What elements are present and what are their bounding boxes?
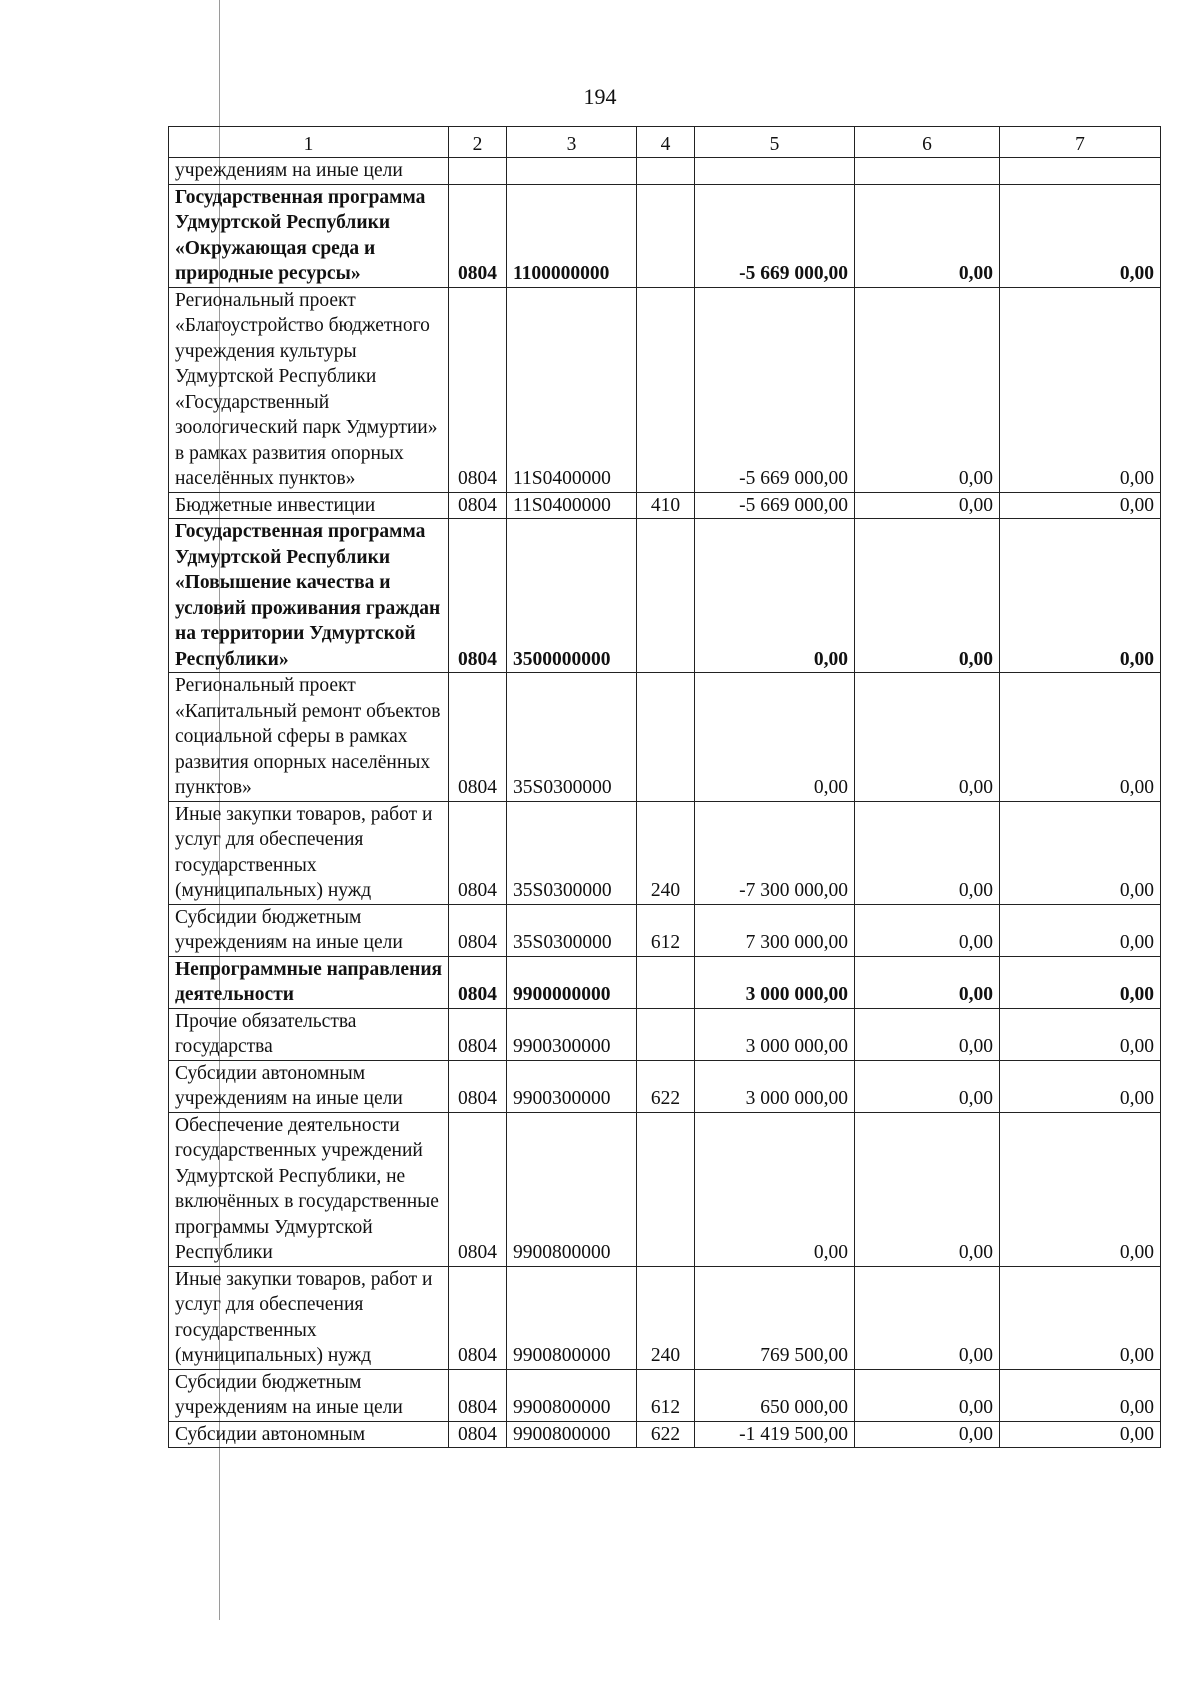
table-body bbox=[169, 158, 1161, 1448]
column-header: 3 bbox=[507, 127, 637, 158]
table-row bbox=[169, 492, 1161, 519]
amount-col7-cell: 0,00 bbox=[1000, 673, 1161, 802]
amount-col6-cell: 0,00 bbox=[855, 184, 1000, 287]
section-code-cell: 0804 bbox=[449, 492, 507, 519]
expense-type-cell bbox=[637, 1112, 695, 1266]
table-header-row bbox=[169, 127, 1161, 158]
column-header: 4 bbox=[637, 127, 695, 158]
target-article-cell: 3500000000 bbox=[507, 519, 637, 673]
column-header: 5 bbox=[695, 127, 855, 158]
table-row bbox=[169, 673, 1161, 802]
row-name-cell: Обеспечение деятельности государственных учреждений Удмуртской Республики, не включённых в государственные программы Удмуртской Республики bbox=[169, 1112, 449, 1266]
amount-col5-cell: 0,00 bbox=[695, 1112, 855, 1266]
amount-col5-cell: 7 300 000,00 bbox=[695, 904, 855, 956]
target-article-cell: 35S0300000 bbox=[507, 673, 637, 802]
section-code-cell: 0804 bbox=[449, 956, 507, 1008]
amount-col7-cell: 0,00 bbox=[1000, 519, 1161, 673]
amount-col7-cell: 0,00 bbox=[1000, 1266, 1161, 1369]
amount-col6-cell: 0,00 bbox=[855, 956, 1000, 1008]
row-name-cell: Региональный проект «Капитальный ремонт объектов социальной сферы в рамках развития опорных населённых пунктов» bbox=[169, 673, 449, 802]
section-code-cell: 0804 bbox=[449, 519, 507, 673]
section-code-cell: 0804 bbox=[449, 1421, 507, 1448]
row-name-cell: Непрограммные направления деятельности bbox=[169, 956, 449, 1008]
amount-col7-cell: 0,00 bbox=[1000, 1008, 1161, 1060]
section-code-cell: 0804 bbox=[449, 184, 507, 287]
table-row bbox=[169, 1421, 1161, 1448]
amount-col7-cell: 0,00 bbox=[1000, 1060, 1161, 1112]
amount-col5-cell: -5 669 000,00 bbox=[695, 287, 855, 492]
amount-col6-cell: 0,00 bbox=[855, 1369, 1000, 1421]
amount-col7-cell: 0,00 bbox=[1000, 956, 1161, 1008]
target-article-cell: 35S0300000 bbox=[507, 904, 637, 956]
amount-col6-cell bbox=[855, 158, 1000, 185]
budget-table bbox=[168, 126, 1161, 1448]
amount-col7-cell: 0,00 bbox=[1000, 492, 1161, 519]
expense-type-cell: 622 bbox=[637, 1060, 695, 1112]
target-article-cell: 9900300000 bbox=[507, 1060, 637, 1112]
amount-col5-cell: -5 669 000,00 bbox=[695, 492, 855, 519]
target-article-cell: 11S0400000 bbox=[507, 492, 637, 519]
amount-col5-cell: -5 669 000,00 bbox=[695, 184, 855, 287]
amount-col7-cell: 0,00 bbox=[1000, 1112, 1161, 1266]
row-name-cell: Бюджетные инвестиции bbox=[169, 492, 449, 519]
expense-type-cell bbox=[637, 1008, 695, 1060]
amount-col5-cell: 3 000 000,00 bbox=[695, 1060, 855, 1112]
amount-col5-cell: 0,00 bbox=[695, 519, 855, 673]
expense-type-cell: 612 bbox=[637, 1369, 695, 1421]
target-article-cell bbox=[507, 158, 637, 185]
row-name-cell: Субсидии автономным bbox=[169, 1421, 449, 1448]
expense-type-cell bbox=[637, 673, 695, 802]
amount-col7-cell: 0,00 bbox=[1000, 801, 1161, 904]
section-code-cell bbox=[449, 158, 507, 185]
amount-col6-cell: 0,00 bbox=[855, 904, 1000, 956]
expense-type-cell bbox=[637, 519, 695, 673]
row-name-cell: Иные закупки товаров, работ и услуг для обеспечения государственных (муниципальных) нужд bbox=[169, 801, 449, 904]
amount-col7-cell: 0,00 bbox=[1000, 287, 1161, 492]
section-code-cell: 0804 bbox=[449, 801, 507, 904]
target-article-cell: 9900800000 bbox=[507, 1112, 637, 1266]
expense-type-cell bbox=[637, 287, 695, 492]
table-row bbox=[169, 1112, 1161, 1266]
section-code-cell: 0804 bbox=[449, 904, 507, 956]
column-header: 2 bbox=[449, 127, 507, 158]
amount-col5-cell: 0,00 bbox=[695, 673, 855, 802]
row-name-cell: Государственная программа Удмуртской Республики «Повышение качества и условий проживания граждан на территории Удмуртской Республики» bbox=[169, 519, 449, 673]
expense-type-cell bbox=[637, 184, 695, 287]
amount-col6-cell: 0,00 bbox=[855, 1008, 1000, 1060]
column-header: 1 bbox=[169, 127, 449, 158]
expense-type-cell: 240 bbox=[637, 801, 695, 904]
amount-col6-cell: 0,00 bbox=[855, 1421, 1000, 1448]
expense-type-cell: 612 bbox=[637, 904, 695, 956]
row-name-cell: учреждениям на иные цели bbox=[169, 158, 449, 185]
expense-type-cell: 622 bbox=[637, 1421, 695, 1448]
target-article-cell: 9900000000 bbox=[507, 956, 637, 1008]
target-article-cell: 9900300000 bbox=[507, 1008, 637, 1060]
target-article-cell: 9900800000 bbox=[507, 1421, 637, 1448]
amount-col6-cell: 0,00 bbox=[855, 287, 1000, 492]
amount-col5-cell: -7 300 000,00 bbox=[695, 801, 855, 904]
amount-col6-cell: 0,00 bbox=[855, 801, 1000, 904]
section-code-cell: 0804 bbox=[449, 1008, 507, 1060]
amount-col7-cell: 0,00 bbox=[1000, 1369, 1161, 1421]
table-row bbox=[169, 1266, 1161, 1369]
row-name-cell: Иные закупки товаров, работ и услуг для обеспечения государственных (муниципальных) нужд bbox=[169, 1266, 449, 1369]
table-row bbox=[169, 1008, 1161, 1060]
amount-col7-cell: 0,00 bbox=[1000, 904, 1161, 956]
amount-col6-cell: 0,00 bbox=[855, 1060, 1000, 1112]
expense-type-cell bbox=[637, 158, 695, 185]
amount-col5-cell bbox=[695, 158, 855, 185]
amount-col6-cell: 0,00 bbox=[855, 519, 1000, 673]
expense-type-cell bbox=[637, 956, 695, 1008]
table-row bbox=[169, 519, 1161, 673]
target-article-cell: 35S0300000 bbox=[507, 801, 637, 904]
section-code-cell: 0804 bbox=[449, 1369, 507, 1421]
section-code-cell: 0804 bbox=[449, 287, 507, 492]
section-code-cell: 0804 bbox=[449, 1060, 507, 1112]
table-row bbox=[169, 801, 1161, 904]
row-name-cell: Прочие обязательства государства bbox=[169, 1008, 449, 1060]
table-row bbox=[169, 287, 1161, 492]
section-code-cell: 0804 bbox=[449, 1112, 507, 1266]
target-article-cell: 11S0400000 bbox=[507, 287, 637, 492]
amount-col5-cell: 650 000,00 bbox=[695, 1369, 855, 1421]
column-header: 6 bbox=[855, 127, 1000, 158]
section-code-cell: 0804 bbox=[449, 1266, 507, 1369]
table-row bbox=[169, 1369, 1161, 1421]
row-name-cell: Субсидии бюджетным учреждениям на иные цели bbox=[169, 904, 449, 956]
table-row bbox=[169, 1060, 1161, 1112]
amount-col6-cell: 0,00 bbox=[855, 1112, 1000, 1266]
table-row bbox=[169, 904, 1161, 956]
amount-col6-cell: 0,00 bbox=[855, 1266, 1000, 1369]
row-name-cell: Субсидии бюджетным учреждениям на иные цели bbox=[169, 1369, 449, 1421]
amount-col6-cell: 0,00 bbox=[855, 492, 1000, 519]
amount-col7-cell: 0,00 bbox=[1000, 1421, 1161, 1448]
column-header: 7 bbox=[1000, 127, 1161, 158]
table-row bbox=[169, 956, 1161, 1008]
table-row bbox=[169, 158, 1161, 185]
expense-type-cell: 410 bbox=[637, 492, 695, 519]
row-name-cell: Субсидии автономным учреждениям на иные цели bbox=[169, 1060, 449, 1112]
amount-col5-cell: -1 419 500,00 bbox=[695, 1421, 855, 1448]
target-article-cell: 9900800000 bbox=[507, 1266, 637, 1369]
amount-col7-cell: 0,00 bbox=[1000, 184, 1161, 287]
amount-col5-cell: 769 500,00 bbox=[695, 1266, 855, 1369]
row-name-cell: Региональный проект «Благоустройство бюджетного учреждения культуры Удмуртской Республики «Государственный зоологический парк Удмуртии» в рамках развития опорных населённых пунктов» bbox=[169, 287, 449, 492]
row-name-cell: Государственная программа Удмуртской Республики «Окружающая среда и природные ресурсы» bbox=[169, 184, 449, 287]
table-row bbox=[169, 184, 1161, 287]
section-code-cell: 0804 bbox=[449, 673, 507, 802]
expense-type-cell: 240 bbox=[637, 1266, 695, 1369]
target-article-cell: 9900800000 bbox=[507, 1369, 637, 1421]
page-number: 194 bbox=[583, 84, 617, 109]
amount-col6-cell: 0,00 bbox=[855, 673, 1000, 802]
target-article-cell: 1100000000 bbox=[507, 184, 637, 287]
amount-col5-cell: 3 000 000,00 bbox=[695, 956, 855, 1008]
amount-col5-cell: 3 000 000,00 bbox=[695, 1008, 855, 1060]
amount-col7-cell bbox=[1000, 158, 1161, 185]
